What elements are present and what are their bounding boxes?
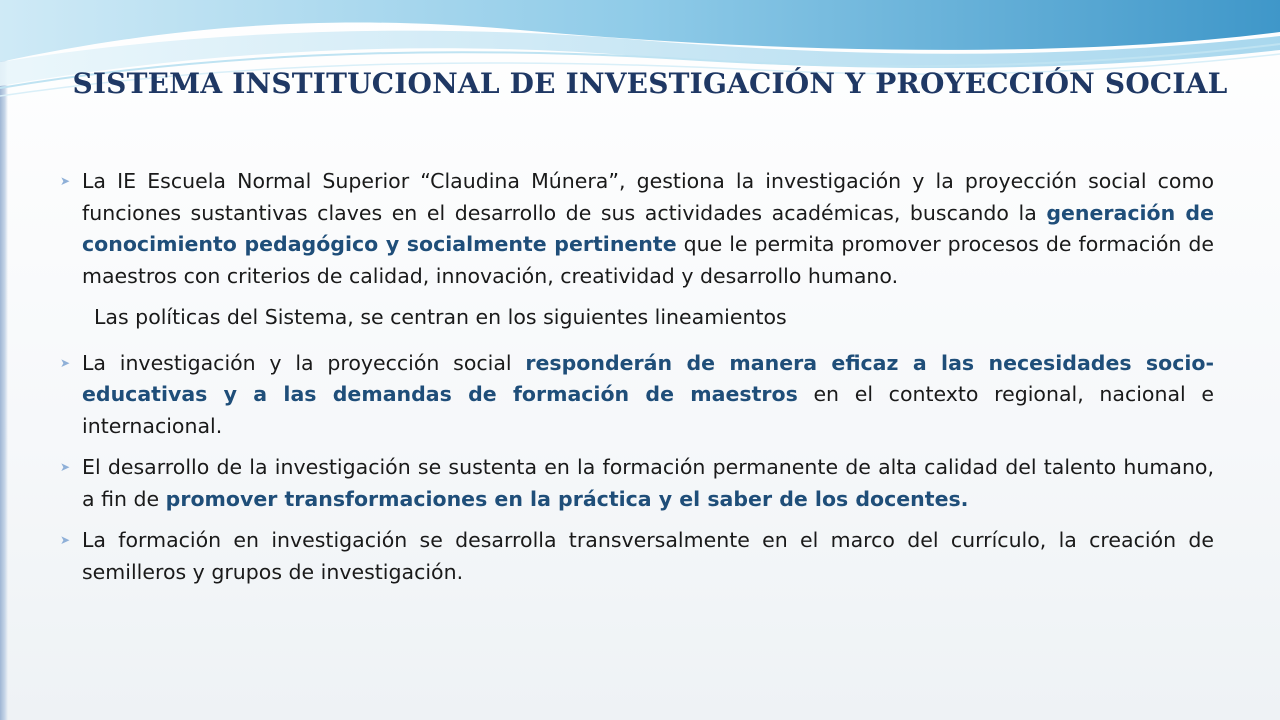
arrow-bullet-icon: ➤ xyxy=(60,174,71,188)
policies-intro: Las políticas del Sistema, se centran en los siguientes lineamientos xyxy=(94,305,787,329)
intro-text-2: que le permita promover procesos de formación de maestros con criterios de calidad, innovación, creatividad y desarrollo humano. xyxy=(82,232,1214,288)
policy-1-text-2: en el contexto regional, nacional e internacional. xyxy=(82,382,1214,438)
policy-1-text-1: La investigación y la proyección social xyxy=(82,350,526,375)
slide-title: SISTEMA INSTITUCIONAL DE INVESTIGACIÓN Y PROYECCIÓN SOCIAL xyxy=(72,67,1228,100)
arrow-bullet-icon: ➤ xyxy=(60,460,71,474)
policy-item xyxy=(58,452,1214,515)
slide-content xyxy=(58,166,1214,598)
arrow-bullet-icon: ➤ xyxy=(60,533,71,547)
policy-2-highlight: promover transformaciones en la práctica y el saber de los docentes. xyxy=(165,486,969,511)
intro-paragraph xyxy=(58,166,1214,292)
policy-3-text-1: La formación en investigación se desarrolla transversalmente en el marco del currículo, la creación de semilleros y grupos de investigación. xyxy=(82,528,1214,584)
policy-1-highlight: responderán de manera eficaz a las necesidades socio-educativas y a las demandas de formación de maestros xyxy=(82,350,1214,406)
policy-2-text-1: El desarrollo de la investigación se sustenta en la formación permanente de alta calidad del talento humano, a fin de xyxy=(82,455,1214,511)
policy-item xyxy=(58,348,1214,443)
arrow-bullet-icon: ➤ xyxy=(60,355,71,370)
intro-highlight: generación de conocimiento pedagógico y socialmente pertinente xyxy=(82,200,1214,256)
intro-text-1: La IE Escuela Normal Superior “Claudina Múnera”, gestiona la investigación y la proyección social como funciones sustantivas claves en el desarrollo de sus actividades académicas, buscando la xyxy=(82,169,1214,225)
policy-item xyxy=(58,525,1214,588)
